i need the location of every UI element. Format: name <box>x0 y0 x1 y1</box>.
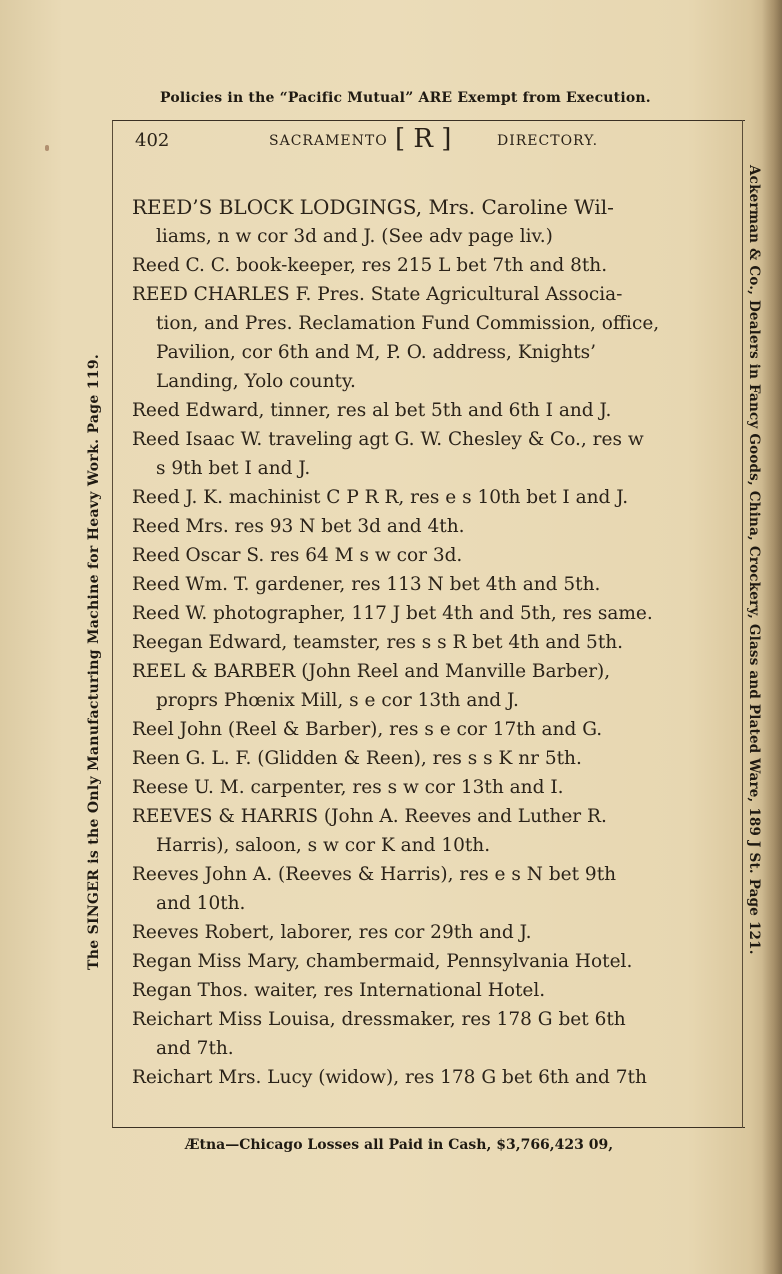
entry-continuation: Harris), saloon, s w cor K and 10th. <box>156 835 491 856</box>
header-letter: [ R ] <box>395 124 452 154</box>
directory-entry <box>132 280 734 396</box>
header-directory: DIRECTORY. <box>497 133 599 149</box>
page-number: 402 <box>135 130 170 151</box>
directory-entry <box>132 802 734 860</box>
entry-line: Reed J. K. machinist C P R R, res e s 10th bet I and J. <box>132 487 629 508</box>
entry-continuation: Pavilion, cor 6th and M, P. O. address, Knights’ <box>156 342 597 363</box>
directory-entry <box>132 570 734 599</box>
directory-entries <box>132 193 734 1092</box>
entry-line: Reel John (Reel & Barber), res s e cor 17th and G. <box>132 719 603 740</box>
header-city: SACRAMENTO <box>269 133 388 149</box>
directory-entry <box>132 483 734 512</box>
entry-line: Reegan Edward, teamster, res s s R bet 4th and 5th. <box>132 632 624 653</box>
entry-line: REED CHARLES F. Pres. State Agricultural Associa- <box>132 284 623 305</box>
directory-entry <box>132 541 734 570</box>
entry-line: Reese U. M. carpenter, res s w cor 13th and I. <box>132 777 564 798</box>
entry-line: Regan Thos. waiter, res International Hotel. <box>132 980 546 1001</box>
page-edge-shadow <box>762 0 782 1274</box>
directory-entry <box>132 773 734 802</box>
directory-entry <box>132 744 734 773</box>
directory-entry <box>132 599 734 628</box>
directory-entry <box>132 918 734 947</box>
entry-line: REEL & BARBER (John Reel and Manville Barber), <box>132 661 611 682</box>
entry-continuation: tion, and Pres. Reclamation Fund Commission, office, <box>156 313 660 334</box>
directory-entry <box>132 1005 734 1063</box>
directory-entry <box>132 628 734 657</box>
entry-line: REEVES & HARRIS (John A. Reeves and Luther R. <box>132 806 607 827</box>
entry-continuation: and 7th. <box>156 1038 234 1059</box>
entry-line: Reeves John A. (Reeves & Harris), res e s N bet 9th <box>132 864 617 885</box>
directory-entry <box>132 715 734 744</box>
directory-entry <box>132 657 734 715</box>
directory-entry <box>132 1063 734 1092</box>
directory-entry <box>132 512 734 541</box>
directory-entry <box>132 425 734 483</box>
entry-continuation: Landing, Yolo county. <box>156 371 356 392</box>
entry-line: Reed Mrs. res 93 N bet 3d and 4th. <box>132 516 465 537</box>
entry-line: Reed Wm. T. gardener, res 113 N bet 4th and 5th. <box>132 574 601 595</box>
entry-continuation: and 10th. <box>156 893 246 914</box>
entry-continuation: liams, n w cor 3d and J. (See adv page liv.) <box>156 226 553 247</box>
entry-line: Reichart Mrs. Lucy (widow), res 178 G bet 6th and 7th <box>132 1067 647 1088</box>
page-frame-right-rule <box>742 120 743 1128</box>
paper-blemish <box>45 145 49 151</box>
entry-line: Reed C. C. book-keeper, res 215 L bet 7th and 8th. <box>132 255 608 276</box>
entry-line: Reed Oscar S. res 64 M s w cor 3d. <box>132 545 463 566</box>
entry-line: Reed Edward, tinner, res al bet 5th and 6th I and J. <box>132 400 612 421</box>
bottom-advertisement: Ætna—Chicago Losses all Paid in Cash, $3,766,423 09, <box>185 1137 614 1153</box>
entry-continuation: s 9th bet I and J. <box>156 458 311 479</box>
directory-entry <box>132 251 734 280</box>
directory-entry <box>132 193 734 251</box>
entry-continuation: proprs Phœnix Mill, s e cor 13th and J. <box>156 690 519 711</box>
top-advertisement: Policies in the “Pacific Mutual” ARE Exempt from Execution. <box>160 90 651 106</box>
entry-line: Reichart Miss Louisa, dressmaker, res 178 G bet 6th <box>132 1009 626 1030</box>
entry-line: Reed W. photographer, 117 J bet 4th and 5th, res same. <box>132 603 653 624</box>
right-margin-advertisement: Ackerman & Co., Dealers in Fancy Goods, China, Crockery, Glass and Plated Ware, 189 J St. Page 121. <box>746 165 762 955</box>
directory-entry <box>132 976 734 1005</box>
running-header <box>135 124 735 154</box>
entry-line: Reeves Robert, laborer, res cor 29th and J. <box>132 922 532 943</box>
entry-line: Reed Isaac W. traveling agt G. W. Chesley & Co., res w <box>132 429 644 450</box>
directory-entry <box>132 860 734 918</box>
left-margin-advertisement: The SINGER is the Only Manufacturing Machine for Heavy Work. Page 119. <box>86 353 102 970</box>
entry-line: Regan Miss Mary, chambermaid, Pennsylvania Hotel. <box>132 951 633 972</box>
entry-line: Reen G. L. F. (Glidden & Reen), res s s K nr 5th. <box>132 748 582 769</box>
directory-entry <box>132 947 734 976</box>
directory-entry <box>132 396 734 425</box>
entry-line: REED’S BLOCK LODGINGS, Mrs. Caroline Wil- <box>132 195 614 219</box>
